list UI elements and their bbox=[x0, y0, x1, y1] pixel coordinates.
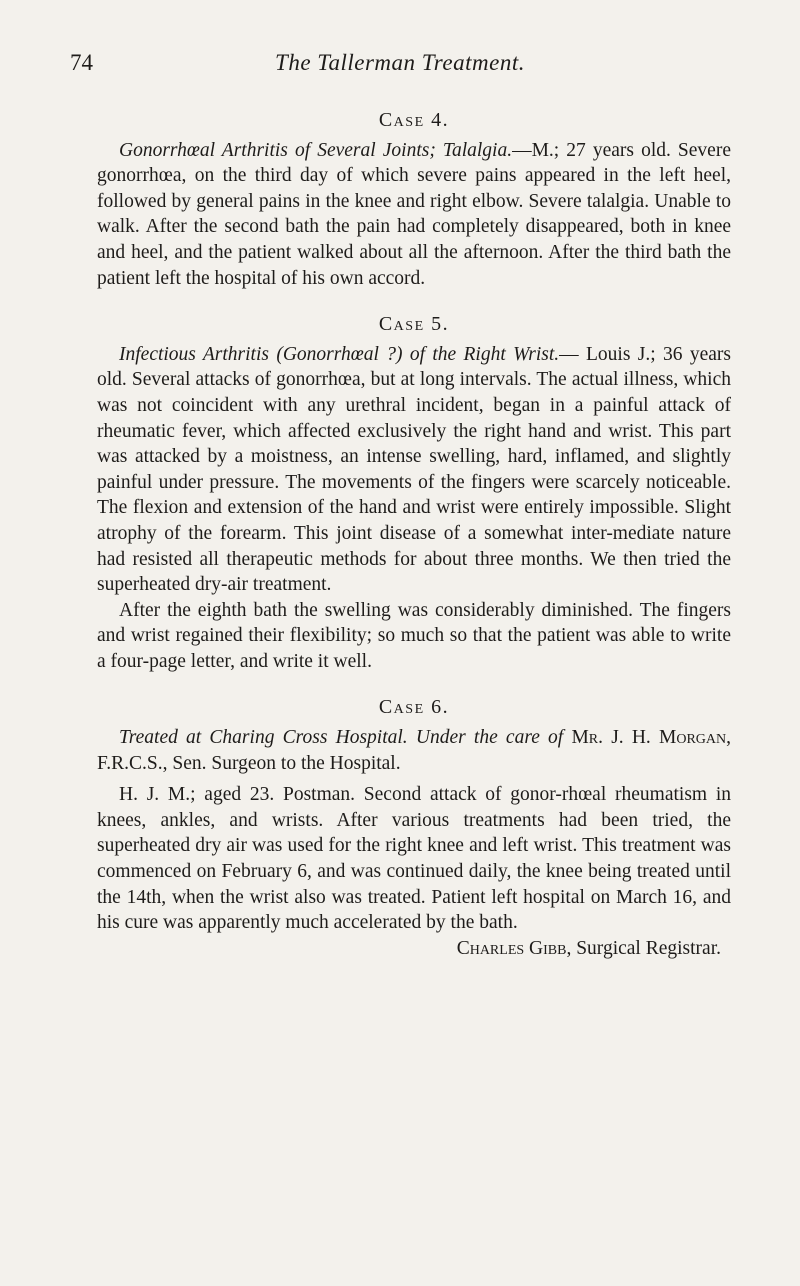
signature bbox=[97, 936, 731, 962]
case-title: Infectious Arthritis (Gonorrhœal ?) of the Right Wrist. bbox=[119, 343, 560, 365]
case-text: —M.; 27 years old. Severe gonorrhœa, on the third day of which severe pains appeared in the left heel, followed by general pains in the knee and right elbow. Severe talalgia. Unable to walk. After the second bath the pain had completely disappeared, both in knee and heel, and the patient walked about all the afternoon. After the third bath the patient left the hospital of his own accord. bbox=[97, 139, 731, 289]
signature-name: Charles Gibb bbox=[456, 937, 567, 959]
case-text: — Louis J.; 36 years old. Several attacks of gonorrhœa, but at long intervals. The actual illness, which was not coincident with any urethral incident, began in a painful attack of rheumatic fever, which affected exclusively the right hand and wrist. This part was attacked by a moistness, an intense swelling, hard, inflamed, and slightly painful under pressure. The movements of the fingers were scarcely noticeable. The flexion and extension of the hand and wrist were entirely impossible. Slight atrophy of the forearm. This joint disease of a somewhat inter-mediate nature had resisted all therapeutic methods for about three months. We then tried the superheated dry-air treatment. bbox=[97, 343, 731, 596]
case-heading: Case 5. bbox=[378, 313, 450, 336]
page-content bbox=[97, 108, 731, 982]
case-heading: Case 6. bbox=[378, 696, 450, 719]
case-paragraph bbox=[97, 342, 731, 598]
signature-role: , Surgical Registrar. bbox=[566, 937, 721, 959]
running-title: The Tallerman Treatment. bbox=[275, 50, 525, 75]
case-subtitle bbox=[97, 725, 731, 776]
surgeon-name: Mr. J. H. Morgan bbox=[571, 727, 727, 749]
case-title: Gonorrhœal Arthritis of Several Joints; Talalgia. bbox=[119, 139, 513, 161]
case-heading: Case 4. bbox=[378, 109, 450, 131]
case-4 bbox=[97, 108, 731, 291]
case-paragraph: H. J. M.; aged 23. Postman. Second attack of gonor-rhœal rheumatism in knees, ankles, and wrists. After various treatments had been tried, the superheated dry air was used for the right knee and left wrist. This treatment was commenced on February 6, and was continued daily, the knee being treated until the 14th, when the wrist also was treated. Patient left hospital on March 16, and his cure was apparently much accelerated by the bath. bbox=[97, 784, 731, 934]
case-paragraph bbox=[97, 138, 731, 292]
case-5 bbox=[97, 312, 731, 674]
running-head bbox=[70, 50, 730, 80]
case-paragraph: After the eighth bath the swelling was considerably diminished. The fingers and wrist regained their flexibility; so much so that the patient was able to write a four-page letter, and write it well. bbox=[97, 599, 731, 672]
surgeon-rest: , F.R.C.S., Sen. Surgeon to the Hospital. bbox=[97, 727, 732, 774]
page-number: 74 bbox=[70, 50, 93, 75]
case-6 bbox=[97, 695, 731, 961]
case-title: Treated at Charing Cross Hospital. Under the care of bbox=[119, 727, 564, 749]
